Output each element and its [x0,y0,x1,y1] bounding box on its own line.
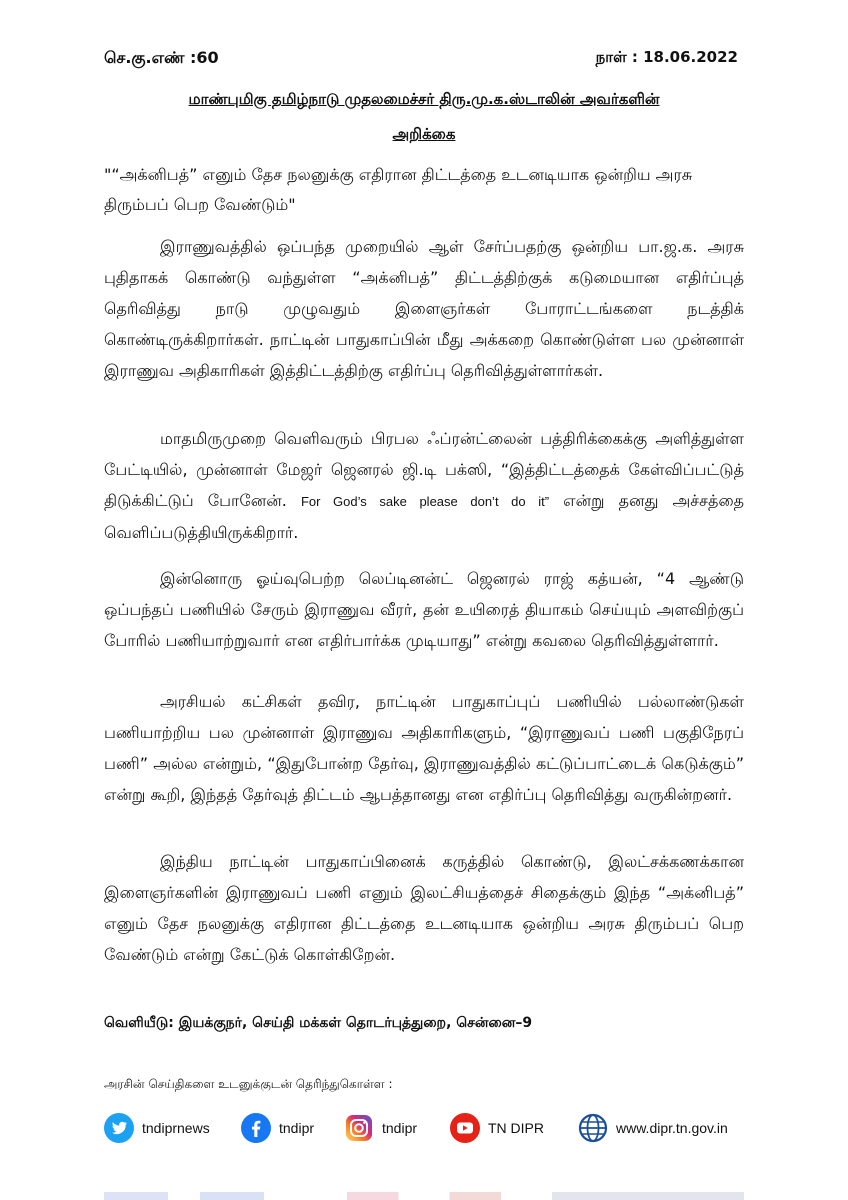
youtube-channel: TN DIPR [488,1120,544,1136]
twitter-icon [104,1113,134,1143]
paragraph-2-end: என்று தனது அச்சத்தை வெளிப்படுத்தியிருக்கிறார். [104,491,745,542]
facebook-handle: tndipr [279,1120,315,1136]
globe-icon [578,1113,608,1143]
statement-headline: "“அக்னிபத்” எனும் தேச நலனுக்கு எதிரான திட்டத்தை உடனடியாக ஒன்றிய அரசு திரும்பப் பெற வேண்டும்" [104,165,693,214]
page-title: மாண்புமிகு தமிழ்நாடு முதலமைச்சர் திரு.மு.க.ஸ்டாலின் அவர்களின் [188,90,660,108]
page-title-line2: அறிக்கை [392,125,456,143]
body-paragraph-1: இராணுவத்தில் ஒப்பந்த முறையில் ஆள் சேர்ப்பதற்கு ஒன்றிய பா.ஜ.க. அரசு புதிதாகக் கொண்டு வந்துள்ள “அக்னிபத்” திட்டத்திற்குக் கடுமையான எதிர்ப்புத் தெரிவித்து நாடு முழுவதும் இளைஞர்கள் போராட்டங்களை நடத்திக் கொண்டிருக்கிறார்கள். நாட்டின் பாதுகாப்பின் மீது அக்கறை கொண்டுள்ள பல முன்னாள் இராணுவ அதிகாரிகள் இத்திட்டத்திற்கு எதிர்ப்பு தெரிவித்துள்ளார்கள். [104,237,744,380]
social-facebook-link[interactable] [241,1108,314,1148]
social-instagram-link[interactable] [344,1108,417,1148]
facebook-icon [241,1113,271,1143]
release-date: நாள் : 18.06.2022 [595,48,738,66]
release-number: செ.கு.எண் :60 [104,48,219,67]
cropped-footer-strip [104,1192,744,1200]
youtube-icon [450,1113,480,1143]
issuer-line: வெளியீடு: இயக்குநர், செய்தி மக்கள் தொடர்புத்துறை, சென்னை–9 [104,1015,533,1031]
social-links [104,1108,744,1148]
instagram-icon [344,1113,374,1143]
follow-prompt: அரசின் செய்திகளை உடனுக்குடன் தெரிந்துகொள்ள : [104,1077,393,1091]
body-paragraph-3: இன்னொரு ஓய்வுபெற்ற லெப்டினன்ட் ஜெனரல் ராஜ் கத்யன், “4 ஆண்டு ஒப்பந்தப் பணியில் சேரும் இராணுவ வீரர், தன் உயிரைத் தியாகம் செய்யும் அளவிற்குப் போரில் பணியாற்றுவார் என எதிர்பார்க்க முடியாது” என்று கவலை தெரிவித்துள்ளார். [104,569,744,650]
body-paragraph-5: இந்திய நாட்டின் பாதுகாப்பினைக் கருத்தில் கொண்டு, இலட்சக்கணக்கான இளைஞர்களின் இராணுவப் பணி எனும் இலட்சியத்தைச் சிதைக்கும் இந்த “அக்னிபத்” எனும் தேச நலனுக்கு எதிரான திட்டத்தை உடனடியாக ஒன்றிய அரசு திரும்பப் பெற வேண்டும் என்று கேட்டுக் கொள்கிறேன். [104,852,744,964]
english-quote: For God’s sake please don’t do it” [300,494,550,509]
body-paragraph-4: அரசியல் கட்சிகள் தவிர, நாட்டின் பாதுகாப்புப் பணியில் பல்லாண்டுகள் பணியாற்றிய பல முன்னாள் இராணுவ அதிகாரிகளும், “இராணுவப் பணி பகுதிநேரப் பணி” அல்ல என்றும், “இதுபோன்ற தேர்வு, இராணுவத்தில் கட்டுப்பாட்டைக் கெடுக்கும்” என்று கூறி, இந்தத் தேர்வுத் திட்டம் ஆபத்தானது என எதிர்ப்பு தெரிவித்து வருகின்றனர். [104,692,744,804]
paragraph-2-tamil-text: மாதமிருமுறை வெளிவரும் பிரபல ஃப்ரன்ட்லைன் பத்திரிக்கைக்கு அளித்துள்ள பேட்டியில், முன்னாள் மேஜர் ஜெனரல் ஜி.டி பக்ஸி, “இத்திட்டத்தைக் கேள்விப்பட்டுத் திடுக்கிட்டுப் போனேன். [104,429,744,510]
social-youtube-link[interactable] [450,1108,544,1148]
body-paragraph-2 [104,423,744,548]
twitter-handle: tndiprnews [142,1120,210,1136]
website-url: www.dipr.tn.gov.in [616,1120,728,1136]
website-link[interactable] [578,1108,728,1148]
social-twitter-link[interactable] [104,1108,210,1148]
instagram-handle: tndipr [382,1120,418,1136]
